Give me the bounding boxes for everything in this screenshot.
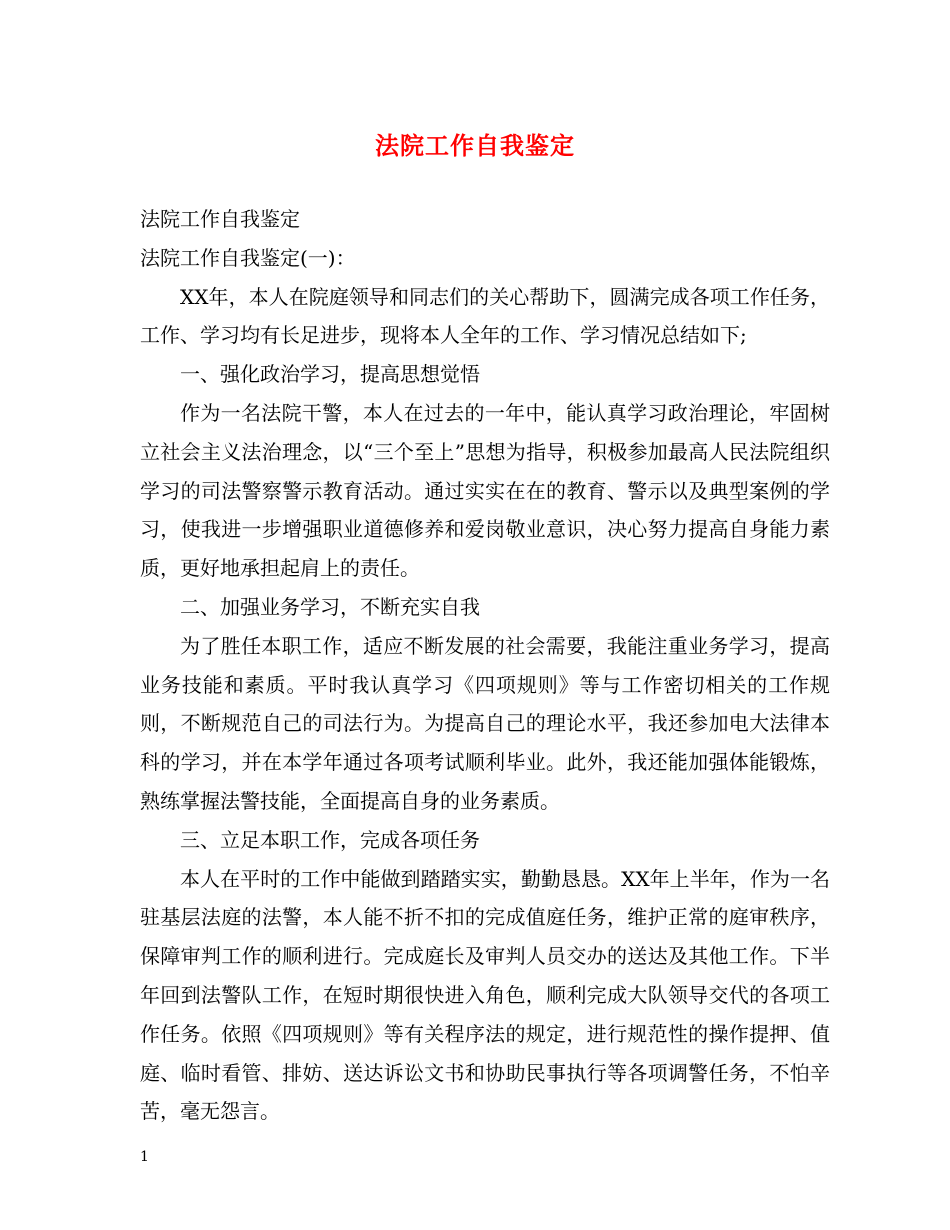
section-heading-one: 法院工作自我鉴定(一)： [140, 245, 356, 270]
heading-job-duties: 三、立足本职工作，完成各项任务 [180, 827, 480, 852]
heading-political-study: 一、强化政治学习，提高思想觉悟 [180, 362, 480, 387]
heading-business-study: 二、加强业务学习，不断充实自我 [180, 594, 480, 619]
job-duties-paragraph: 本人在平时的工作中能做到踏踏实实，勤勤恳恳。XX年上半年，作为一名驻基层法庭的法警，本人能不折不扣的完成值庭任务，维护正常的庭审秩序，保障审判工作的顺利进行。完成庭长及审判人员交办的送达及其他工作。下半年回到法警队工作，在短时期很快进入角色，顺利完成大队领导交代的各项工作任务。依照《四项规则》等有关程序法的规定，进行规范性的操作提押、值庭、临时看管、排妨、送达诉讼文书和协助民事执行等各项调警任务，不怕辛苦，毫无怨言。 [140, 866, 830, 1124]
intro-paragraph: XX年，本人在院庭领导和同志们的关心帮助下，圆满完成各项工作任务，工作、学习均有长足进步，现将本人全年的工作、学习情况总结如下; [140, 284, 830, 348]
business-study-paragraph: 为了胜任本职工作，适应不断发展的社会需要，我能注重业务学习，提高业务技能和素质。平时我认真学习《四项规则》等与工作密切相关的工作规则，不断规范自己的司法行为。为提高自己的理论水平，我还参加电大法律本科的学习，并在本学年通过各项考试顺利毕业。此外，我还能加强体能锻炼，熟练掌握法警技能，全面提高自身的业务素质。 [140, 633, 830, 813]
political-study-paragraph: 作为一名法院干警，本人在过去的一年中，能认真学习政治理论，牢固树立社会主义法治理念，以“三个至上”思想为指导，积极参加最高人民法院组织学习的司法警察警示教育活动。通过实实在在的教育、警示以及典型案例的学习，使我进一步增强职业道德修养和爱岗敬业意识，决心努力提高自身能力素质，更好地承担起肩上的责任。 [140, 400, 830, 581]
document-body [140, 200, 830, 1131]
subtitle-line: 法院工作自我鉴定 [140, 207, 300, 231]
document-title: 法院工作自我鉴定 [375, 131, 575, 160]
page-number: 1 [140, 1149, 149, 1165]
